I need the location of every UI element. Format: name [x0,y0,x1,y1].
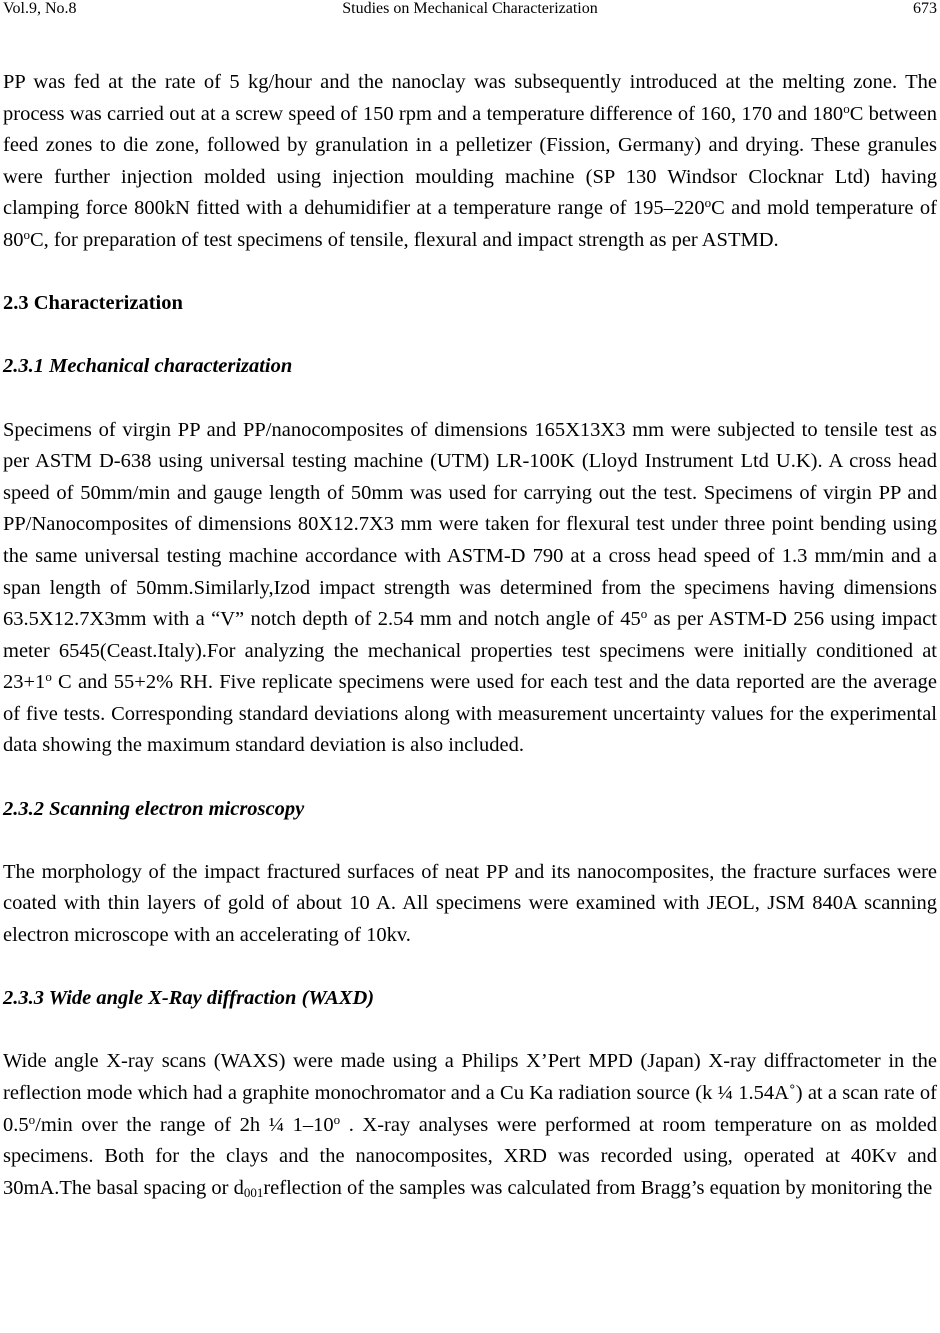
paragraph-waxd: Wide angle X-ray scans (WAXS) were made using a Philips X’Pert MPD (Japan) X-ray diffractometer in the reflection mode which had a graphite monochromator and a Cu Ka radiation source (k ¼ 1.54A˚) at a scan rate of 0.5$^o$/min over the range of 2h ¼ 1–10$^o$ . X-ray analyses were performed at room temperature on as molded specimens. Both for the clays and the nanocomposites, XRD was recorded using, operated at 40Kv and 30mA.The basal spacing or $d_{001}reflection$ of the samples was calculated from Bragg’s equation by monitoring the [3,1050,937,1200]
paragraph-mechanical: Specimens of virgin PP and PP/nanocomposites of dimensions 165X13X3 mm were subjected to tensile test as per ASTM D-638 using universal testing machine (UTM) LR-100K (Lloyd Instrument Ltd U.K). A cross head speed of 50mm/min and gauge length of 50mm was used for carrying out the test. Specimens of virgin PP and PP/Nanocomposites of dimensions 80X12.7X3 mm were taken for flexural test under three point bending using the same universal testing machine accordance with ASTM-D 790 at a cross head speed of 1.3 mm/min and a span length of 50mm.Similarly,Izod impact strength was determined from the specimens having dimensions 63.5X12.7X3mm with a “V” notch depth of 2.54 mm and notch angle of 45$^o$ as per ASTM-D 256 using impact meter 6545(Ceast.Italy).For analyzing the mechanical properties test specimens were initially conditioned at $23+1^o$ C and 55+2% RH. Five replicate specimens were used for each test and the data reported are the average of five tests. Corresponding standard deviations along with measurement uncertainty values for the experimental data showing the maximum standard deviation is also included. [3,418,937,757]
page-number: 673 [913,0,937,17]
running-header [3,0,937,22]
journal-volume: Vol.9, No.8 [3,0,77,17]
subsection-heading-waxd: 2.3.3 Wide angle X-Ray diffraction (WAXD) [3,987,375,1010]
paragraph-processing: PP was fed at the rate of 5 kg/hour and the nanoclay was subsequently introduced at the melting zone. The process was carried out at a screw speed of 150 rpm and a temperature difference of 160, 170 and 180$^o$C between feed zones to die zone, followed by granulation in a pelletizer (Fission, Germany) and drying. These granules were further injection molded using injection moulding machine (SP 130 Windsor Clocknar Ltd) having clamping force 800kN fitted with a dehumidifier at a temperature range of 195–220$^o$C and mold temperature of 80$^o$C, for preparation of test specimens of tensile, flexural and impact strength as per ASTMD. [3,71,937,251]
running-title: Studies on Mechanical Characterization [342,0,598,17]
paragraph-sem: The morphology of the impact fractured surfaces of neat PP and its nanocomposites, the fracture surfaces were coated with thin layers of gold of about 10 A. All specimens were examined with JEOL, JSM 840A scanning electron microscope with an accelerating of 10kv. [3,860,937,947]
subsection-heading-sem: 2.3.2 Scanning electron microscopy [3,797,305,820]
article-body [3,67,937,1204]
subsection-heading-mechanical: 2.3.1 Mechanical characterization [3,355,293,378]
section-heading-characterization: 2.3 Characterization [3,292,183,315]
